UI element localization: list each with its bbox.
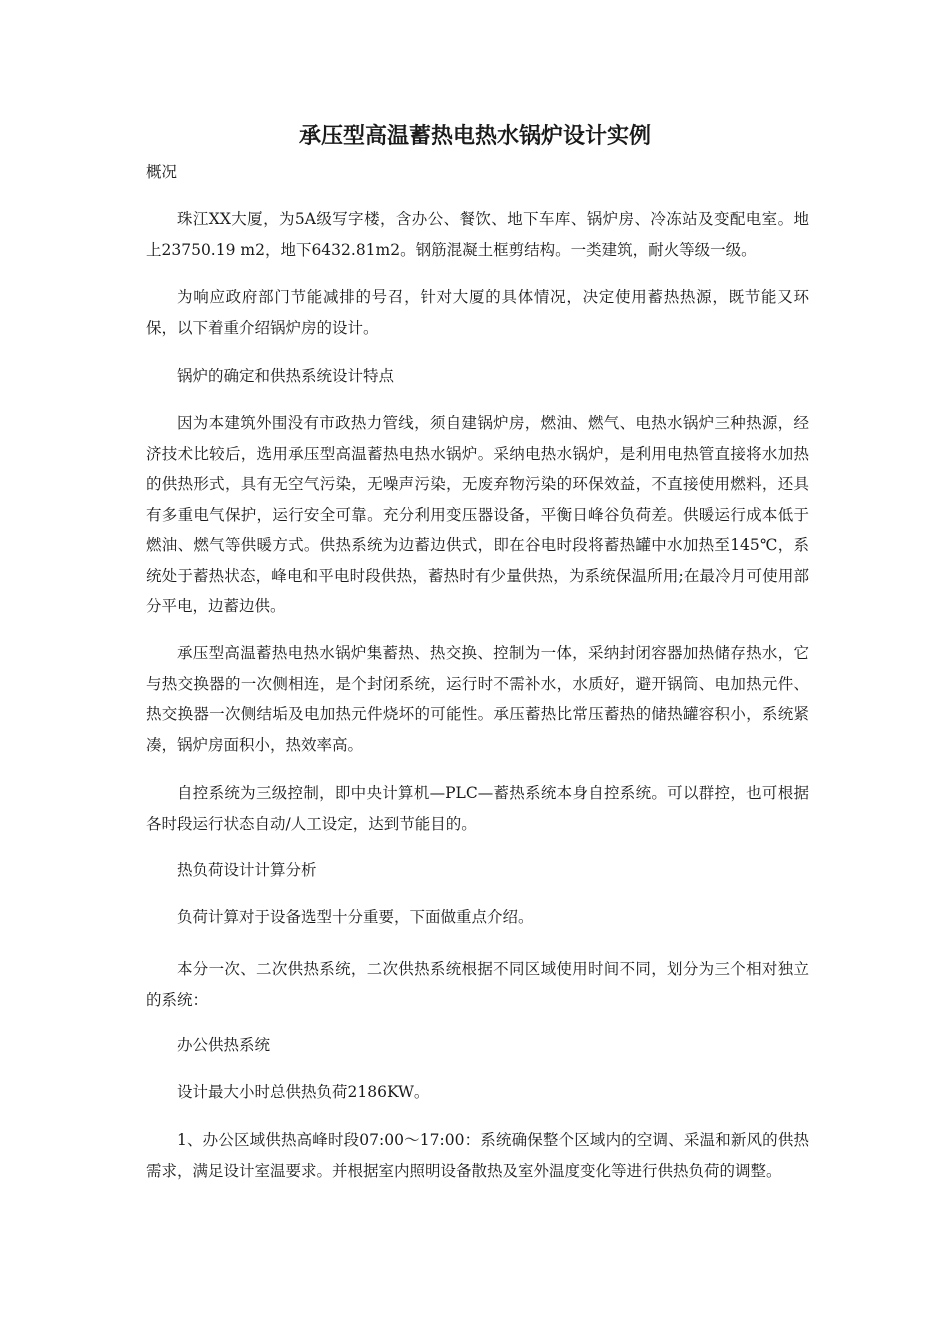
paragraph-load-calculation: 负荷计算对于设备选型十分重要，下面做重点介绍。	[177, 908, 534, 926]
paragraph-control-system: 自控系统为三级控制，即中央计算机—PLC—蓄热系统本身自控系统。可以群控，也可根据各时段运行状态自动/人工设定，达到节能目的。	[146, 784, 809, 833]
section-heading-boiler-selection: 锅炉的确定和供热系统设计特点	[177, 367, 395, 385]
paragraph-pressure-boiler-features: 承压型高温蓄热电热水锅炉集蓄热、热交换、控制为一体，采纳封闭容器加热储存热水，它与热交换器的一次侧相连，是个封闭系统，运行时不需补水，水质好，避开锅筒、电加热元件、热交换器一次侧结垢及电加热元件烧坏的可能性。承压蓄热比常压蓄热的储热罐容积小，系统紧凑，锅炉房面积小，热效率高。	[146, 644, 809, 754]
paragraph-office-peak-period: 1、办公区域供热高峰时段07:00～17:00：系统确保整个区域内的空调、采温和新风的供热需求，满足设计室温要求。并根据室内照明设备散热及室外温度变化等进行供热负荷的调整。	[146, 1131, 809, 1180]
paragraph-building-overview: 珠江XX大厦，为5A级写字楼，含办公、餐饮、地下车库、锅炉房、冷冻站及变配电室。地上23750.19 m2，地下6432.81m2。钢筋混凝土框剪结构。一类建筑，耐火等级一级。	[146, 210, 809, 259]
section-heading-office-heating: 办公供热系统	[177, 1036, 271, 1054]
paragraph-boiler-selection: 因为本建筑外围没有市政热力管线，须自建锅炉房，燃油、燃气、电热水锅炉三种热源，经济技术比较后，选用承压型高温蓄热电热水锅炉。采纳电热水锅炉，是利用电热管直接将水加热的供热形式，具有无空气污染，无噪声污染，无废弃物污染的环保效益，不直接使用燃料，还具有多重电气保护，运行安全可靠。充分利用变压器设备，平衡日峰谷负荷差。供暖运行成本低于燃油、燃气等供暖方式。供热系统为边蓄边供式，即在谷电时段将蓄热罐中水加热至145℃，系统处于蓄热状态，峰电和平电时段供热，蓄热时有少量供热，为系统保温所用;在最冷月可使用部分平电，边蓄边供。	[146, 414, 809, 615]
section-heading-heat-load: 热负荷设计计算分析	[177, 861, 317, 879]
paragraph-max-heat-load: 设计最大小时总供热负荷2186KW。	[177, 1083, 430, 1101]
paragraph-heating-systems: 本分一次、二次供热系统，二次供热系统根据不同区域使用时间不同，划分为三个相对独立的系统：	[146, 960, 809, 1009]
section-label-overview: 概况	[146, 163, 178, 181]
paragraph-energy-saving-intro: 为响应政府部门节能减排的号召，针对大厦的具体情况，决定使用蓄热热源，既节能又环保，以下着重介绍锅炉房的设计。	[146, 288, 809, 337]
document-title: 承压型高温蓄热电热水锅炉设计实例	[298, 124, 651, 149]
